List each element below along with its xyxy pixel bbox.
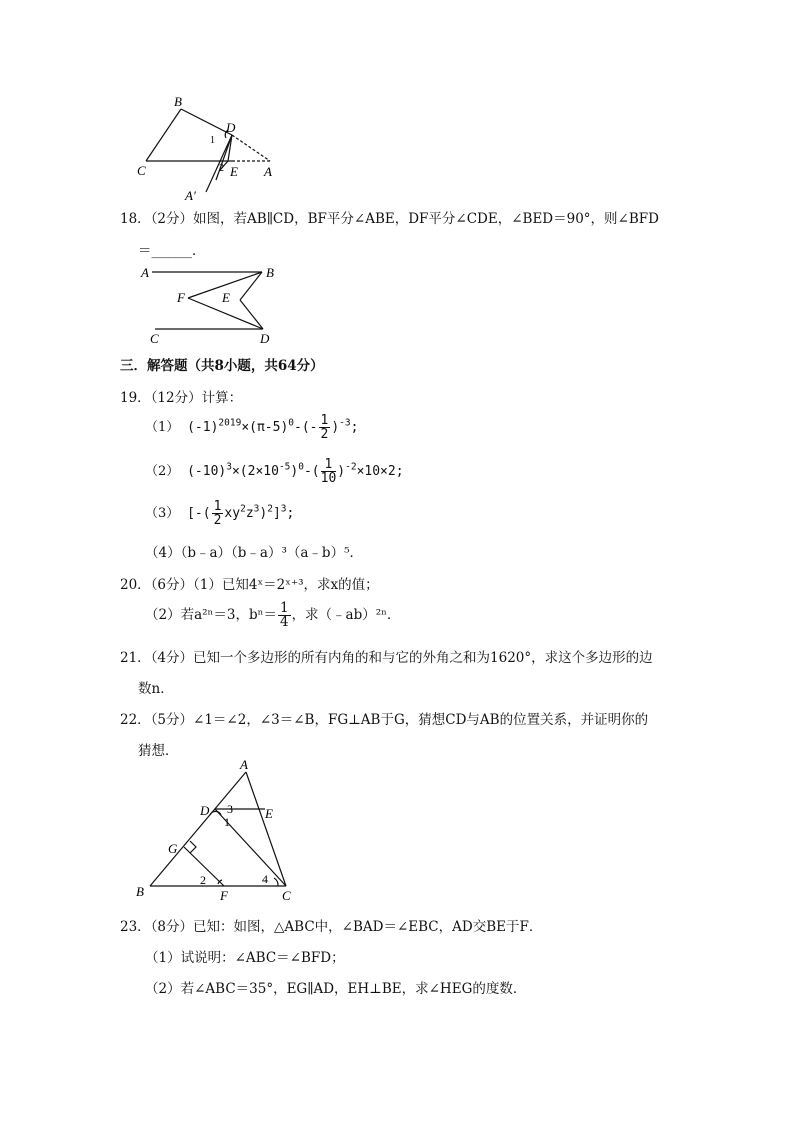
q19-part4: （4）（b﹣a）（b﹣a）³（a﹣b）⁵． [145, 545, 363, 561]
q19-part3: （3） [-( $\frac{1}{2}$ $xy^2z^3)^2]^3$; [145, 499, 295, 528]
q20-points: （6分） [150, 577, 194, 593]
q20-part2 [145, 602, 401, 629]
q21-tail: 数n． [138, 681, 174, 697]
q18-points: （2分） [150, 211, 194, 227]
fig17-label-B: B [174, 94, 182, 109]
fig22-label-D: D [200, 803, 210, 818]
q19-part1: （1） $(-1)^{2019}\times(\pi-5)^0-(-$ $\frac{1}{2}$ )$^{-3}$; [145, 413, 359, 442]
fig22-label-2: 2 [200, 873, 206, 887]
q19-part2-label: （2） [145, 464, 180, 479]
fig18-label-D: D [260, 331, 270, 346]
fig18-label-C: C [150, 331, 159, 346]
fig18-label-F: F [177, 290, 185, 305]
fig22-label-B: B [136, 884, 144, 899]
fig22-label-1: 1 [224, 815, 230, 829]
fig17-label-1: 1 [210, 135, 215, 146]
q19-line [120, 386, 242, 406]
q22-text: ∠1＝∠2，∠3＝∠B，FG⊥AB于G，猜想CD与AB的位置关系，并证明你的 [193, 712, 649, 728]
fig22-label-E: E [265, 806, 273, 821]
q21-points: （4分） [150, 650, 194, 666]
q19-text: 计算： [201, 390, 243, 406]
fig22-label-F: F [220, 888, 228, 903]
q23-points: （8分） [150, 919, 194, 935]
q19-part2: （2） $(-10)^3\times(2\times 10^{-5})^0-$( $\frac{1}{10}$ )$^{-2}$×10×2; [145, 457, 404, 486]
fig17-label-E: E [230, 164, 238, 179]
fig17-label-C: C [137, 163, 146, 178]
fig18-label-E: E [222, 290, 230, 305]
fig17-label-A-prime: A′ [185, 188, 196, 203]
fig22-label-3: 3 [227, 802, 233, 816]
q18-number: 18． [120, 211, 151, 227]
q20-number: 20． [120, 577, 151, 593]
q20-part1: （1）已知4ˣ＝2ˣ⁺³，求x的值； [193, 577, 379, 593]
q20-fraction: $\frac{1}{4}$ [279, 600, 289, 630]
figure-q17 [130, 92, 290, 204]
q23-number: 23． [120, 919, 151, 935]
q23-line [120, 915, 542, 935]
fig17-label-A: A [264, 164, 272, 179]
q20-part2-b: ，求（﹣ab）²ⁿ． [291, 607, 401, 623]
fig22-label-C: C [282, 888, 291, 903]
q21-text: 已知一个多边形的所有内角的和与它的外角之和为1620°，求这个多边形的边 [193, 650, 653, 666]
q22-line [120, 708, 648, 728]
q18-text: 如图，若AB∥CD，BF平分∠ABE，DF平分∠CDE，∠BED＝90°，则∠BFD [193, 211, 659, 227]
q21-number: 21． [120, 650, 151, 666]
q18-tail: ＝______． [138, 243, 206, 259]
figure-q18 [135, 260, 285, 348]
q19-part1-label: （1） [145, 420, 180, 435]
figure-q22 [130, 758, 305, 906]
q20-part2-a: （2）若a²ⁿ＝3，bⁿ＝ [145, 607, 277, 623]
q22-number: 22． [120, 712, 151, 728]
q23-text: 已知：如图，△ABC中，∠BAD＝∠EBC，AD交BE于F． [193, 919, 543, 935]
fig18-label-B: B [266, 265, 274, 280]
q20-line [120, 573, 379, 593]
fig17-label-D: D [226, 120, 236, 135]
fig17-label-2: 2 [219, 163, 224, 174]
fig22-label-A: A [240, 758, 248, 772]
q21-line [120, 646, 653, 666]
q22-points: （5分） [150, 712, 194, 728]
q19-number: 19． [120, 390, 151, 406]
q23-part2: （2）若∠ABC＝35°，EG∥AD，EH⊥BE，求∠HEG的度数． [145, 981, 527, 997]
q18-line [120, 207, 659, 227]
section-title: 三．解答题（共8小题，共64分） [120, 358, 324, 374]
fig22-label-G: G [168, 841, 178, 856]
q22-tail: 猜想． [138, 743, 179, 759]
q23-part1: （1）试说明：∠ABC＝∠BFD； [145, 950, 345, 966]
q19-points: （12分） [150, 390, 202, 406]
q19-part3-label: （3） [145, 506, 180, 521]
fig22-label-4: 4 [262, 872, 268, 886]
fig18-label-A: A [141, 265, 149, 280]
